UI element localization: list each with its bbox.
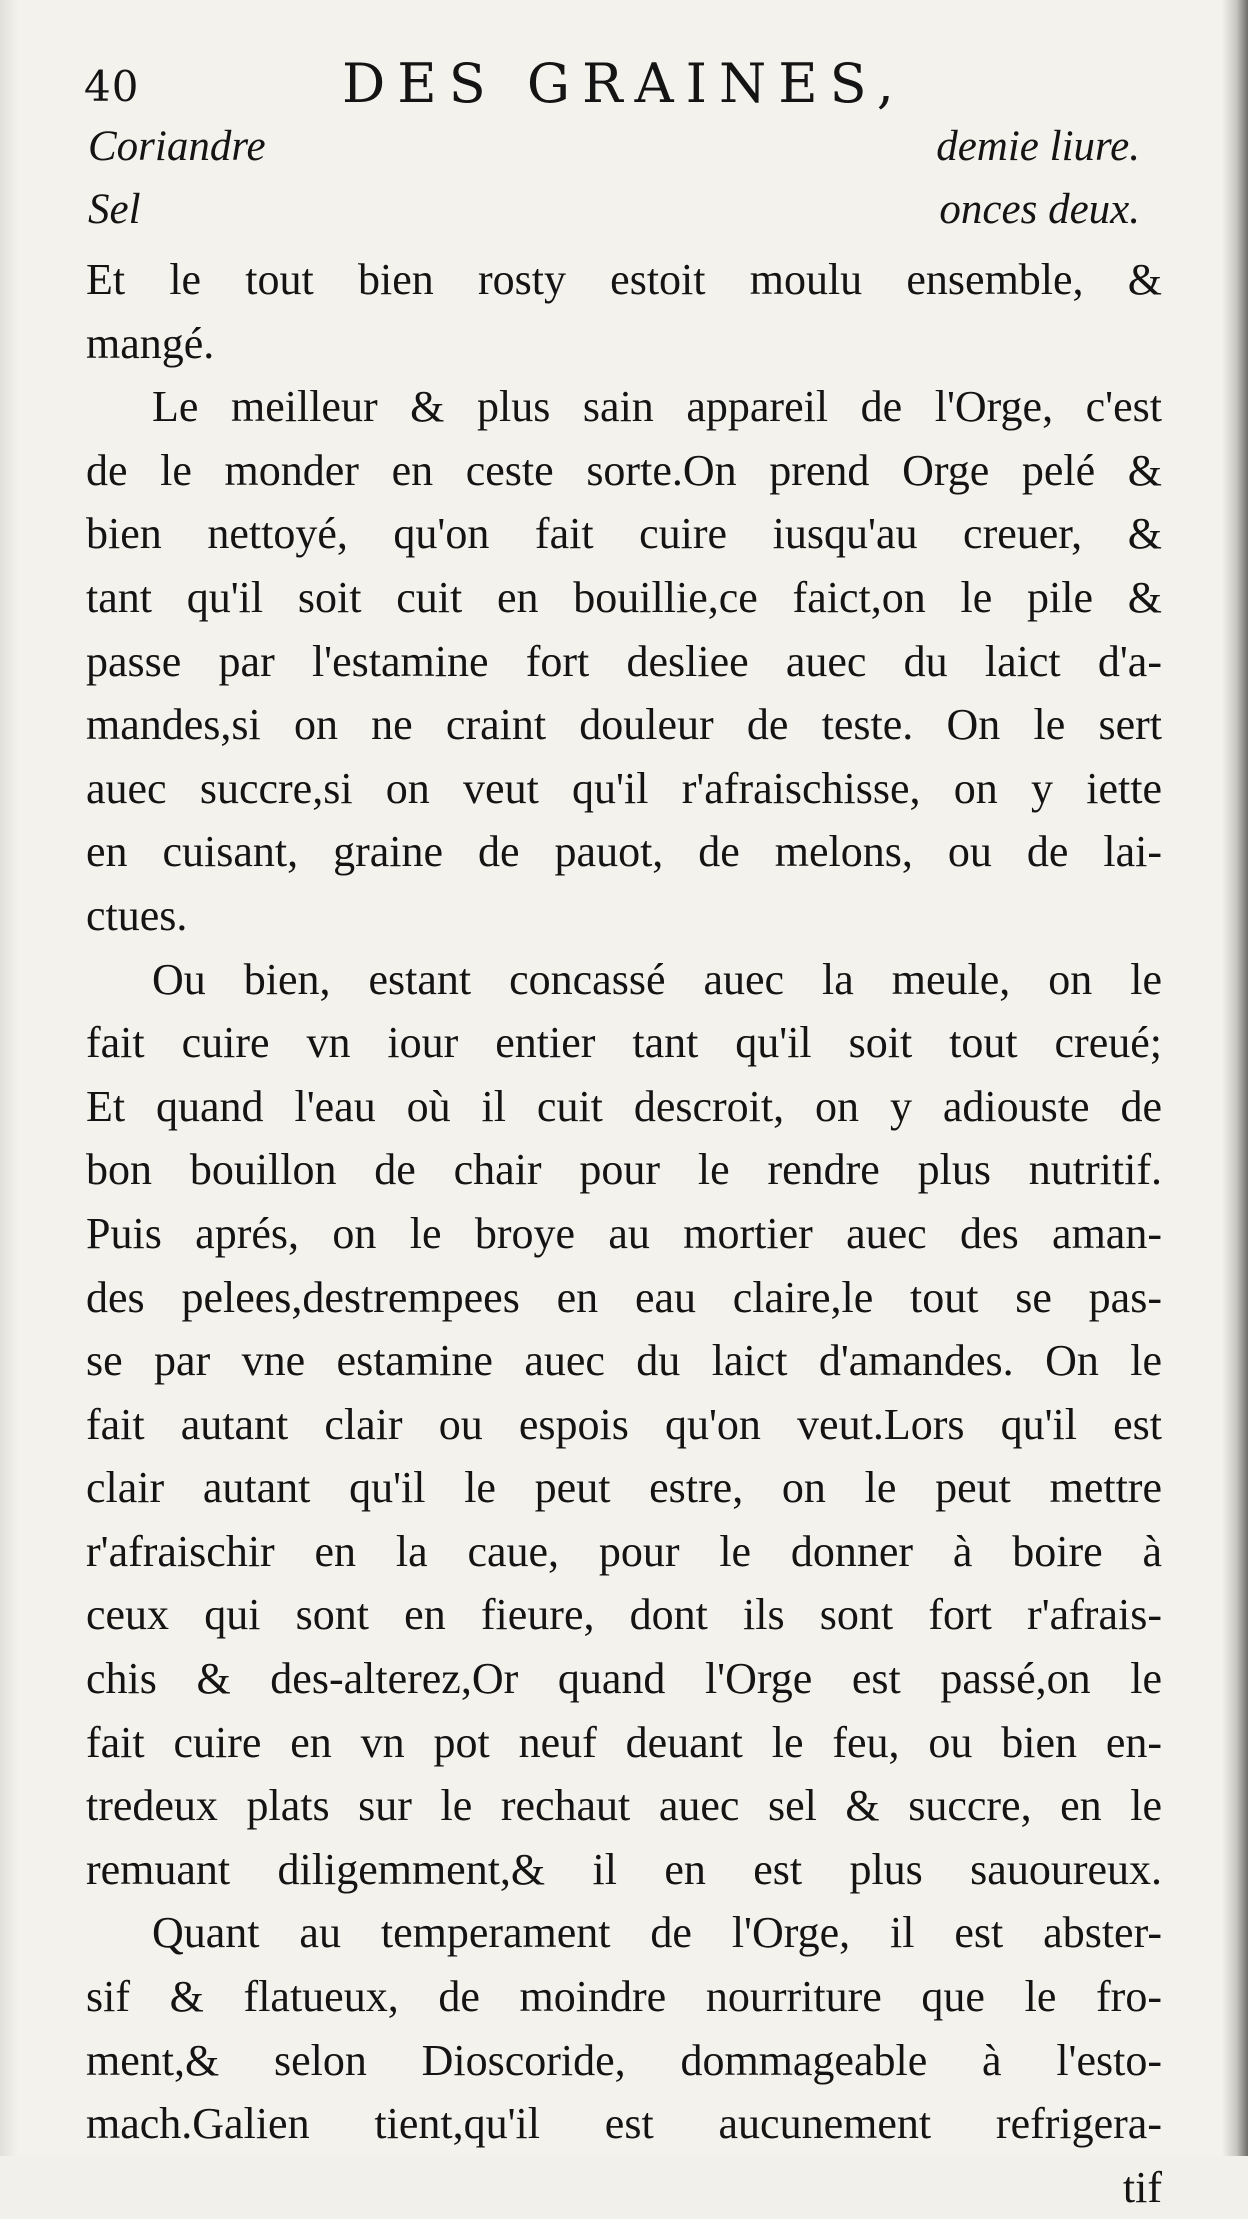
text-line: chis & des-alterez,Or quand l'Orge est passé,on le xyxy=(86,1654,1162,1704)
text-line: passe par l'estamine fort desliee auec du laict d'a- xyxy=(86,636,1162,686)
text-line: fait autant clair ou espois qu'on veut.Lors qu'il est xyxy=(86,1399,1162,1449)
text-line: Et le tout bien rosty estoit moulu ensemble, & xyxy=(86,255,1162,304)
recipe-ingredient: Sel xyxy=(88,186,141,233)
text-line: mach.Galien tient,qu'il est aucunement refrigera- xyxy=(86,2099,1162,2149)
text-line: fait cuire en vn pot neuf deuant le feu, ou bien en- xyxy=(86,1717,1162,1767)
text-line: se par vne estamine auec du laict d'amandes. On le xyxy=(86,1336,1162,1386)
paragraph-first-line: Ou bien, estant concassé auec la meule, on le xyxy=(152,954,1162,1004)
text-line: mangé. xyxy=(86,318,215,368)
body-text xyxy=(86,248,1162,2219)
paragraph-first-line: Quant au temperament de l'Orge, il est abster- xyxy=(152,1908,1162,1958)
text-line: en cuisant, graine de pauot, de melons, ou de lai- xyxy=(86,827,1162,877)
text-line: remuant diligemment,& il en est plus sauoureux. xyxy=(86,1844,1162,1894)
text-line: Puis aprés, on le broye au mortier auec des aman- xyxy=(86,1208,1162,1258)
running-head xyxy=(84,52,1164,122)
recipe-quantity: demie liure. xyxy=(936,123,1140,170)
page-edge-shadow xyxy=(0,0,18,2156)
text-line: fait cuire vn iour entier tant qu'il soit tout creué; xyxy=(86,1018,1162,1068)
recipe-line xyxy=(88,185,1140,247)
text-line: bon bouillon de chair pour le rendre plus nutritif. xyxy=(86,1145,1162,1195)
text-line: bien nettoyé, qu'on fait cuire iusqu'au creuer, & xyxy=(86,509,1162,559)
text-line: r'afraischir en la caue, pour le donner à boire à xyxy=(86,1526,1162,1576)
paragraph-first-line: Le meilleur & plus sain appareil de l'Orge, c'est xyxy=(152,382,1162,432)
text-line: de le monder en ceste sorte.On prend Orge pelé & xyxy=(86,445,1162,495)
text-line: tredeux plats sur le rechaut auec sel & succre, en le xyxy=(86,1781,1162,1831)
text-line: ment,& selon Dioscoride, dommageable à l'esto- xyxy=(86,2035,1162,2085)
recipe-ingredient: Coriandre xyxy=(88,123,266,170)
text-line: Et quand l'eau où il cuit descroit, on y adiouste de xyxy=(86,1081,1162,1131)
binding-gutter-shadow xyxy=(1222,0,1248,2156)
page-number: 40 xyxy=(84,62,140,111)
recipe-quantity: onces deux. xyxy=(939,186,1140,233)
text-line: mandes,si on ne craint douleur de teste. On le sert xyxy=(86,700,1162,750)
catchword: tif xyxy=(1122,2162,1162,2212)
chapter-title: DES GRAINES, xyxy=(342,52,906,115)
text-line: sif & flatueux, de moindre nourriture que le fro- xyxy=(86,1972,1162,2022)
text-line: auec succre,si on veut qu'il r'afraischisse, on y iette xyxy=(86,763,1162,813)
text-line: ctues. xyxy=(86,890,188,940)
text-line: des pelees,destrempees en eau claire,le tout se pas- xyxy=(86,1272,1162,1322)
text-line: clair autant qu'il le peut estre, on le peut mettre xyxy=(86,1463,1162,1513)
text-line: tant qu'il soit cuit en bouillie,ce faict,on le pile & xyxy=(86,572,1162,622)
text-line: ceux qui sont en fieure, dont ils sont fort r'afrais- xyxy=(86,1590,1162,1640)
recipe-line xyxy=(88,122,1140,184)
